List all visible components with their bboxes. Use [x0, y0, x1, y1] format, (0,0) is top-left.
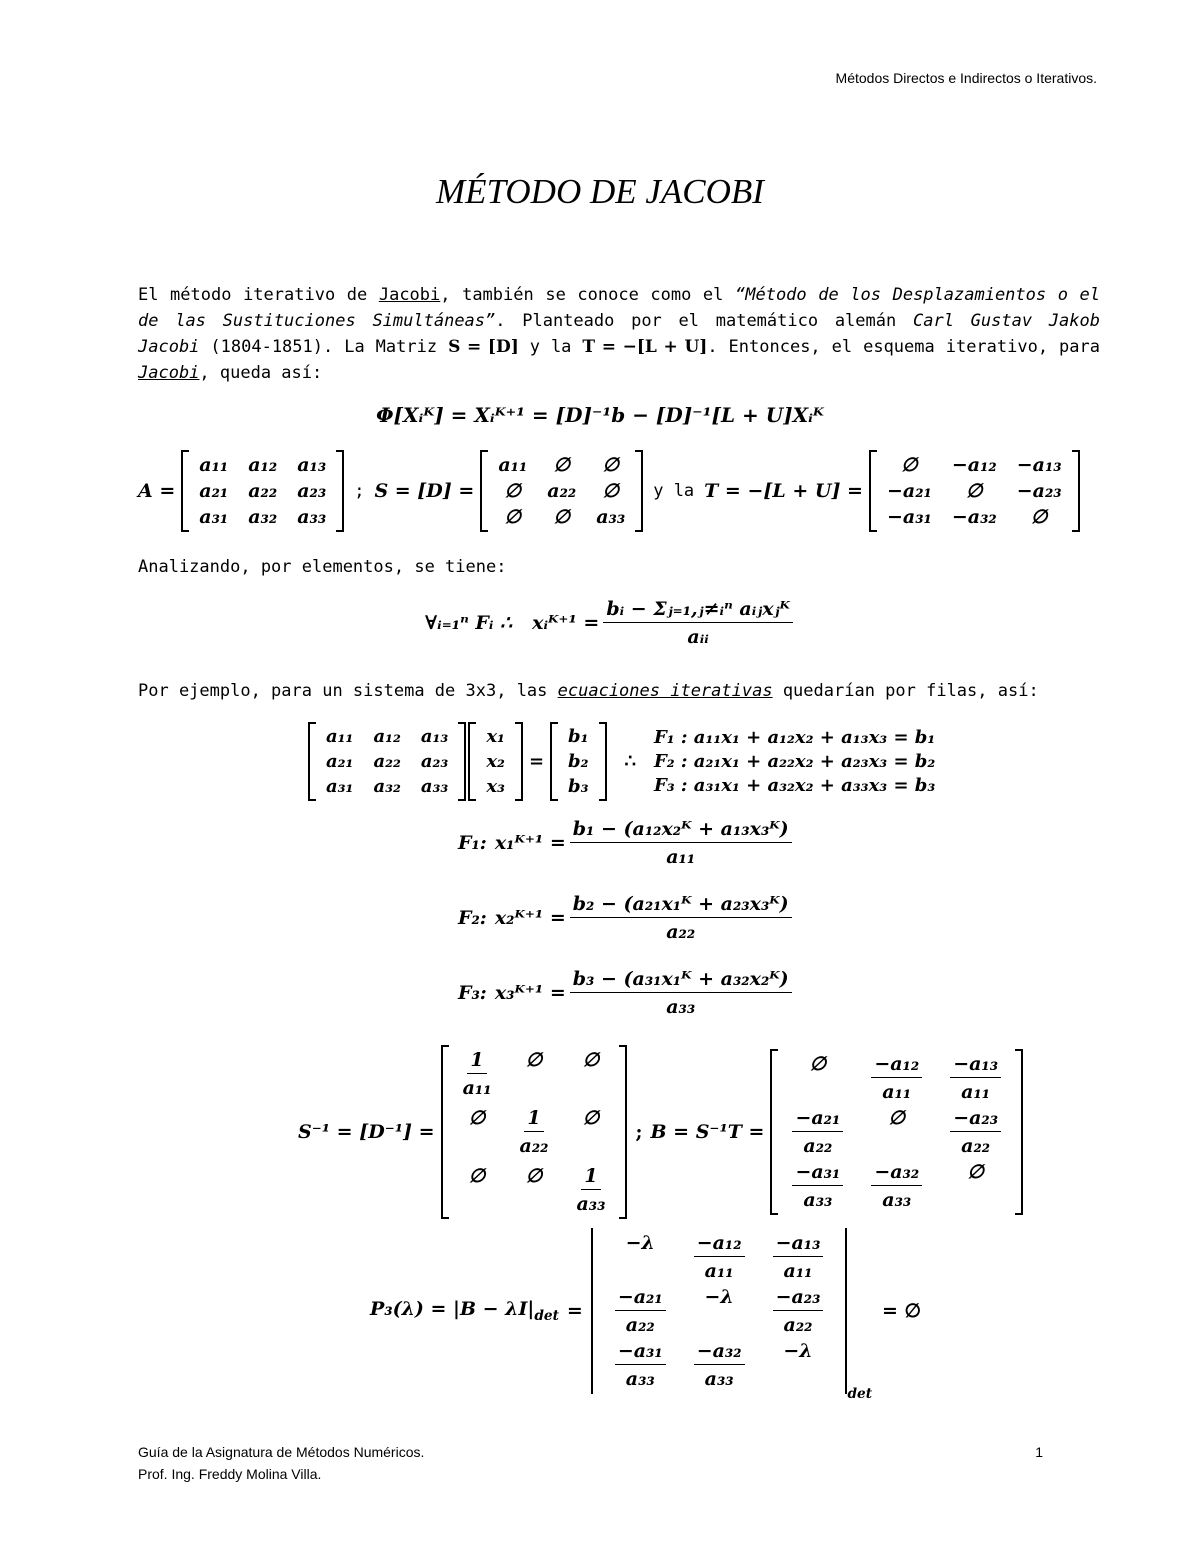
characteristic-polynomial: $P_3(\lambda) = |B - \lambda I|_{det}$ = −λ $\frac{\text{−a₁₂}}{\text{a₁₁}}$ $\frac{\text{−a₁₃}}{\text{a₁₁}}$ $\frac{\text{−a₂₁}}{\text{a₂₂}}$ −λ $\frac{\text{−a₂₃}}{\text{a₂₂}}$ $\frac{\text{−a₃₁}}{\text{a₃₃}}$ $\frac{\text{−a₃₂}}{\text{a₃₃}}$ −λ det = ∅	[370, 1228, 921, 1394]
iteration-formula: Φ[Xᵢᴷ] = Xᵢᴷ⁺¹ = [D]⁻¹b − [D]⁻¹[L + U]Xᵢᴷ	[376, 403, 824, 427]
fraction-cell: $\frac{\text{−a₂₃}}{\text{a₂₂}}$	[759, 1284, 838, 1338]
fraction-cell: $\frac{\text{−a₁₂}}{\text{a₁₁}}$	[857, 1051, 936, 1105]
running-header: Métodos Directos e Indirectos o Iterativos.	[835, 70, 1097, 86]
intro-paragraph: El método iterativo de Jacobi, también se conoce como el “Método de los Desplazamientos o el de las Sustituciones Simultáneas”. Planteado por el matemático alemán Carl Gustav Jakob Jacobi (1804-1851). La Matriz S = [D] y la T = −[L + U]. Entonces, el esquema iterativo, para Jacobi, queda así:	[138, 285, 1101, 383]
matrix-cell: ∅	[809, 1053, 827, 1075]
page-number: 1	[1035, 1444, 1043, 1460]
fraction-cell: $\frac{\text{−a₃₁}}{\text{a₃₃}}$	[601, 1338, 680, 1392]
fraction-cell: $\frac{\text{−a₂₁}}{\text{a₂₂}}$	[778, 1105, 857, 1159]
analysis-text: Analizando, por elementos, se tiene:	[138, 557, 507, 577]
t-label: T = −[L + U] =	[704, 480, 863, 502]
matrix-cell: a₃₁	[199, 506, 229, 528]
matrix-cell: ∅	[602, 454, 620, 476]
row-iteration-formula: F₁: x₁ᴷ⁺¹ = $\frac{\text{b₁ − (a₁₂x₂ᴷ + a₁₃x₃ᴷ)}}{\text{a₁₁}}$	[458, 818, 796, 868]
s-label: S = [D] =	[374, 480, 475, 502]
matrix-cell: ∅	[525, 1049, 543, 1071]
fraction-cell: $\frac{1}{\text{a₁₁}}$	[462, 1049, 492, 1099]
matrix-cell: ∅	[1030, 506, 1048, 528]
vector-b-cell: b₂	[568, 751, 589, 772]
fraction-cell: $\frac{\text{−a₂₁}}{\text{a₂₂}}$	[601, 1284, 680, 1338]
inverse-label: S⁻¹ = [D⁻¹] =	[298, 1121, 435, 1143]
matrix-cell: a₂₂	[248, 480, 278, 502]
fraction-cell: $\frac{\text{−a₃₁}}{\text{a₃₃}}$	[778, 1159, 857, 1213]
fraction-cell: $\frac{\text{−a₁₃}}{\text{a₁₁}}$	[759, 1230, 838, 1284]
vector-x	[468, 722, 523, 801]
matrix-cell: ∅	[553, 506, 571, 528]
matrix-cell: −λ	[704, 1286, 734, 1308]
fraction-cell: $\frac{\text{−a₃₂}}{\text{a₃₃}}$	[857, 1159, 936, 1213]
a-label: A =	[138, 480, 176, 502]
general-formula: ∀ᵢ₌₁ⁿ Fᵢ ∴ xᵢᴷ⁺¹ = $\frac{\text{bᵢ − Σⱼ₌₁,ⱼ≠ᵢⁿ aᵢⱼxⱼᴷ}}{\text{aᵢᵢ}}$	[425, 598, 797, 648]
matrix-cell: ∅	[525, 1165, 543, 1187]
matrix-cell: a₂₂	[547, 480, 577, 502]
matrix-cell: ∅	[602, 480, 620, 502]
matrix-cell: −a₂₃	[1016, 480, 1062, 502]
matrix-cell: ∅	[967, 1161, 984, 1183]
row-equation: F₂ : a₂₁x₁ + a₂₂x₂ + a₂₃x₃ = b₂	[653, 750, 936, 772]
vector-b-cell: b₃	[568, 776, 589, 797]
matrix-cell: a₃₂	[373, 776, 401, 797]
matrix-cell: a₁₁	[498, 454, 528, 476]
matrix-cell: −a₁₃	[1016, 454, 1062, 476]
charpoly-label: $P_3(\lambda) = |B - \lambda I|_{det}$	[370, 1298, 559, 1324]
matrix-cell: ∅	[582, 1107, 600, 1129]
matrix-a	[181, 450, 344, 532]
matrix-cell: a₃₃	[420, 776, 449, 797]
row-iteration-formula: F₂: x₂ᴷ⁺¹ = $\frac{\text{b₂ − (a₂₁x₁ᴷ + a₂₃x₃ᴷ)}}{\text{a₂₂}}$	[458, 893, 796, 943]
matrix-cell: −a₁₂	[951, 454, 997, 476]
matrix-cell: −a₃₁	[886, 506, 932, 528]
matrix-cell: −λ	[625, 1232, 655, 1254]
matrix-cell: ∅	[966, 480, 983, 502]
vector-x-cell: x₂	[486, 751, 505, 772]
row-equation: F₃ : a₃₁x₁ + a₃₂x₂ + a₃₃x₃ = b₃	[653, 774, 936, 796]
matrix-cell: −λ	[783, 1340, 813, 1362]
vector-x-cell: x₁	[486, 726, 505, 747]
matrix-cell: a₃₂	[248, 506, 278, 528]
matrix-t	[869, 450, 1080, 532]
row-equations-list	[654, 726, 935, 798]
vector-b-cell: b₁	[568, 726, 589, 747]
page-title: MÉTODO DE JACOBI	[436, 172, 764, 211]
iterative-equations-link[interactable]: ecuaciones iterativas	[557, 681, 773, 701]
vector-x-cell: x₃	[486, 776, 505, 797]
system-3x3: a₁₁ a₁₂ a₁₃ a₂₁ a₂₂ a₂₃ a₃₁ a₃₂ a₃₃ x₁ x₂ x₃ = b₁ b₂ b₃ ∴ F₁ : a₁₁x₁ + a₁₂x₂ + a₁₃x₃ = b₁ F₂ : a₂₁x₁ + a₂₂x₂ + a₂₃x₃ = b₂ F₃ : a₃₁x₁ + a₃₂x₂ + a₃₃x₃ = b₃	[308, 722, 935, 801]
matrix-cell: a₁₁	[199, 454, 229, 476]
matrix-cell: ∅	[504, 480, 522, 502]
jacobi-link[interactable]: Jacobi	[378, 285, 441, 305]
matrix-cell: −a₃₂	[951, 506, 997, 528]
matrix-a-system	[308, 722, 466, 801]
matrix-cell: ∅	[582, 1049, 600, 1071]
fraction-cell: $\frac{1}{\text{a₃₃}}$	[576, 1165, 606, 1215]
fraction-cell: $\frac{\text{−a₁₃}}{\text{a₁₁}}$	[936, 1051, 1015, 1105]
matrix-cell: ∅	[888, 1107, 906, 1129]
matrix-cell: ∅	[553, 454, 571, 476]
matrix-cell: ∅	[468, 1165, 486, 1187]
matrix-cell: a₁₃	[420, 726, 449, 747]
matrix-definitions: A = a₁₁ a₁₂ a₁₃ a₂₁ a₂₂ a₂₃ a₃₁ a₃₂ a₃₃ ; S = [D] = a₁₁ ∅ ∅ ∅ a₂₂ ∅ ∅ ∅ a₃₃ y la T = −[L + U] = ∅ −a₁₂ −a₁₃ −a₂₁ ∅ −a₂₃ −a₃₁ −a₃₂ ∅	[138, 450, 1080, 532]
matrix-cell: a₃₃	[297, 506, 327, 528]
matrix-cell: −a₂₁	[886, 480, 932, 502]
matrix-s	[480, 450, 643, 532]
footer-course: Guía de la Asignatura de Métodos Numéricos.	[138, 1444, 425, 1460]
matrix-cell: a₁₁	[326, 726, 354, 747]
matrix-cell: a₁₂	[373, 726, 401, 747]
matrix-cell: a₂₃	[420, 751, 449, 772]
inverse-and-b-matrix: S⁻¹ = [D⁻¹] = $\frac{1}{\text{a₁₁}}$ ∅ ∅ ∅ $\frac{1}{\text{a₂₂}}$ ∅ ∅ ∅ $\frac{1}{\text{a₃₃}}$ ; B = S⁻¹T = ∅ $\frac{\text{−a₁₂}}{\text{a₁₁}}$ $\frac{\text{−a₁₃}}{\text{a₁₁}}$ $\frac{\text{−a₂₁}}{\text{a₂₂}}$ ∅ $\frac{\text{−a₂₃}}{\text{a₂₂}}$ $\frac{\text{−a₃₁}}{\text{a₃₃}}$ $\frac{\text{−a₃₂}}{\text{a₃₃}}$ ∅	[298, 1045, 1023, 1219]
matrix-cell: ∅	[504, 506, 522, 528]
footer-author: Prof. Ing. Freddy Molina Villa.	[138, 1466, 322, 1482]
matrix-cell: a₁₂	[248, 454, 278, 476]
example-paragraph: Por ejemplo, para un sistema de 3x3, las ecuaciones iterativas quedarían por filas, así:	[138, 681, 1039, 701]
vector-b	[550, 722, 606, 801]
jacobi-link-2[interactable]: Jacobi	[138, 363, 200, 383]
fraction-cell: $\frac{\text{−a₁₂}}{\text{a₁₁}}$	[680, 1230, 759, 1284]
b-label: B = S⁻¹T =	[650, 1121, 765, 1143]
matrix-cell: a₂₁	[326, 751, 354, 772]
row-iteration-formula: F₃: x₃ᴷ⁺¹ = $\frac{\text{b₃ − (a₃₁x₁ᴷ + a₃₂x₂ᴷ)}}{\text{a₃₃}}$	[458, 968, 796, 1018]
matrix-cell: a₂₁	[199, 480, 229, 502]
row-equation: F₁ : a₁₁x₁ + a₁₂x₂ + a₁₃x₃ = b₁	[653, 726, 936, 748]
determinant-matrix	[591, 1228, 848, 1394]
fraction-cell: $\frac{\text{−a₃₂}}{\text{a₃₃}}$	[680, 1338, 759, 1392]
matrix-cell: a₂₃	[297, 480, 327, 502]
matrix-cell: a₁₃	[297, 454, 327, 476]
matrix-cell: a₂₂	[373, 751, 401, 772]
fraction-cell: $\frac{\text{−a₂₃}}{\text{a₂₂}}$	[936, 1105, 1015, 1159]
matrix-d-inverse	[441, 1045, 628, 1219]
fraction-cell: $\frac{1}{\text{a₂₂}}$	[519, 1107, 549, 1157]
matrix-cell: ∅	[901, 454, 918, 476]
matrix-cell: a₃₁	[326, 776, 354, 797]
matrix-cell: a₃₃	[596, 506, 626, 528]
matrix-b	[770, 1049, 1023, 1215]
matrix-cell: ∅	[468, 1107, 486, 1129]
